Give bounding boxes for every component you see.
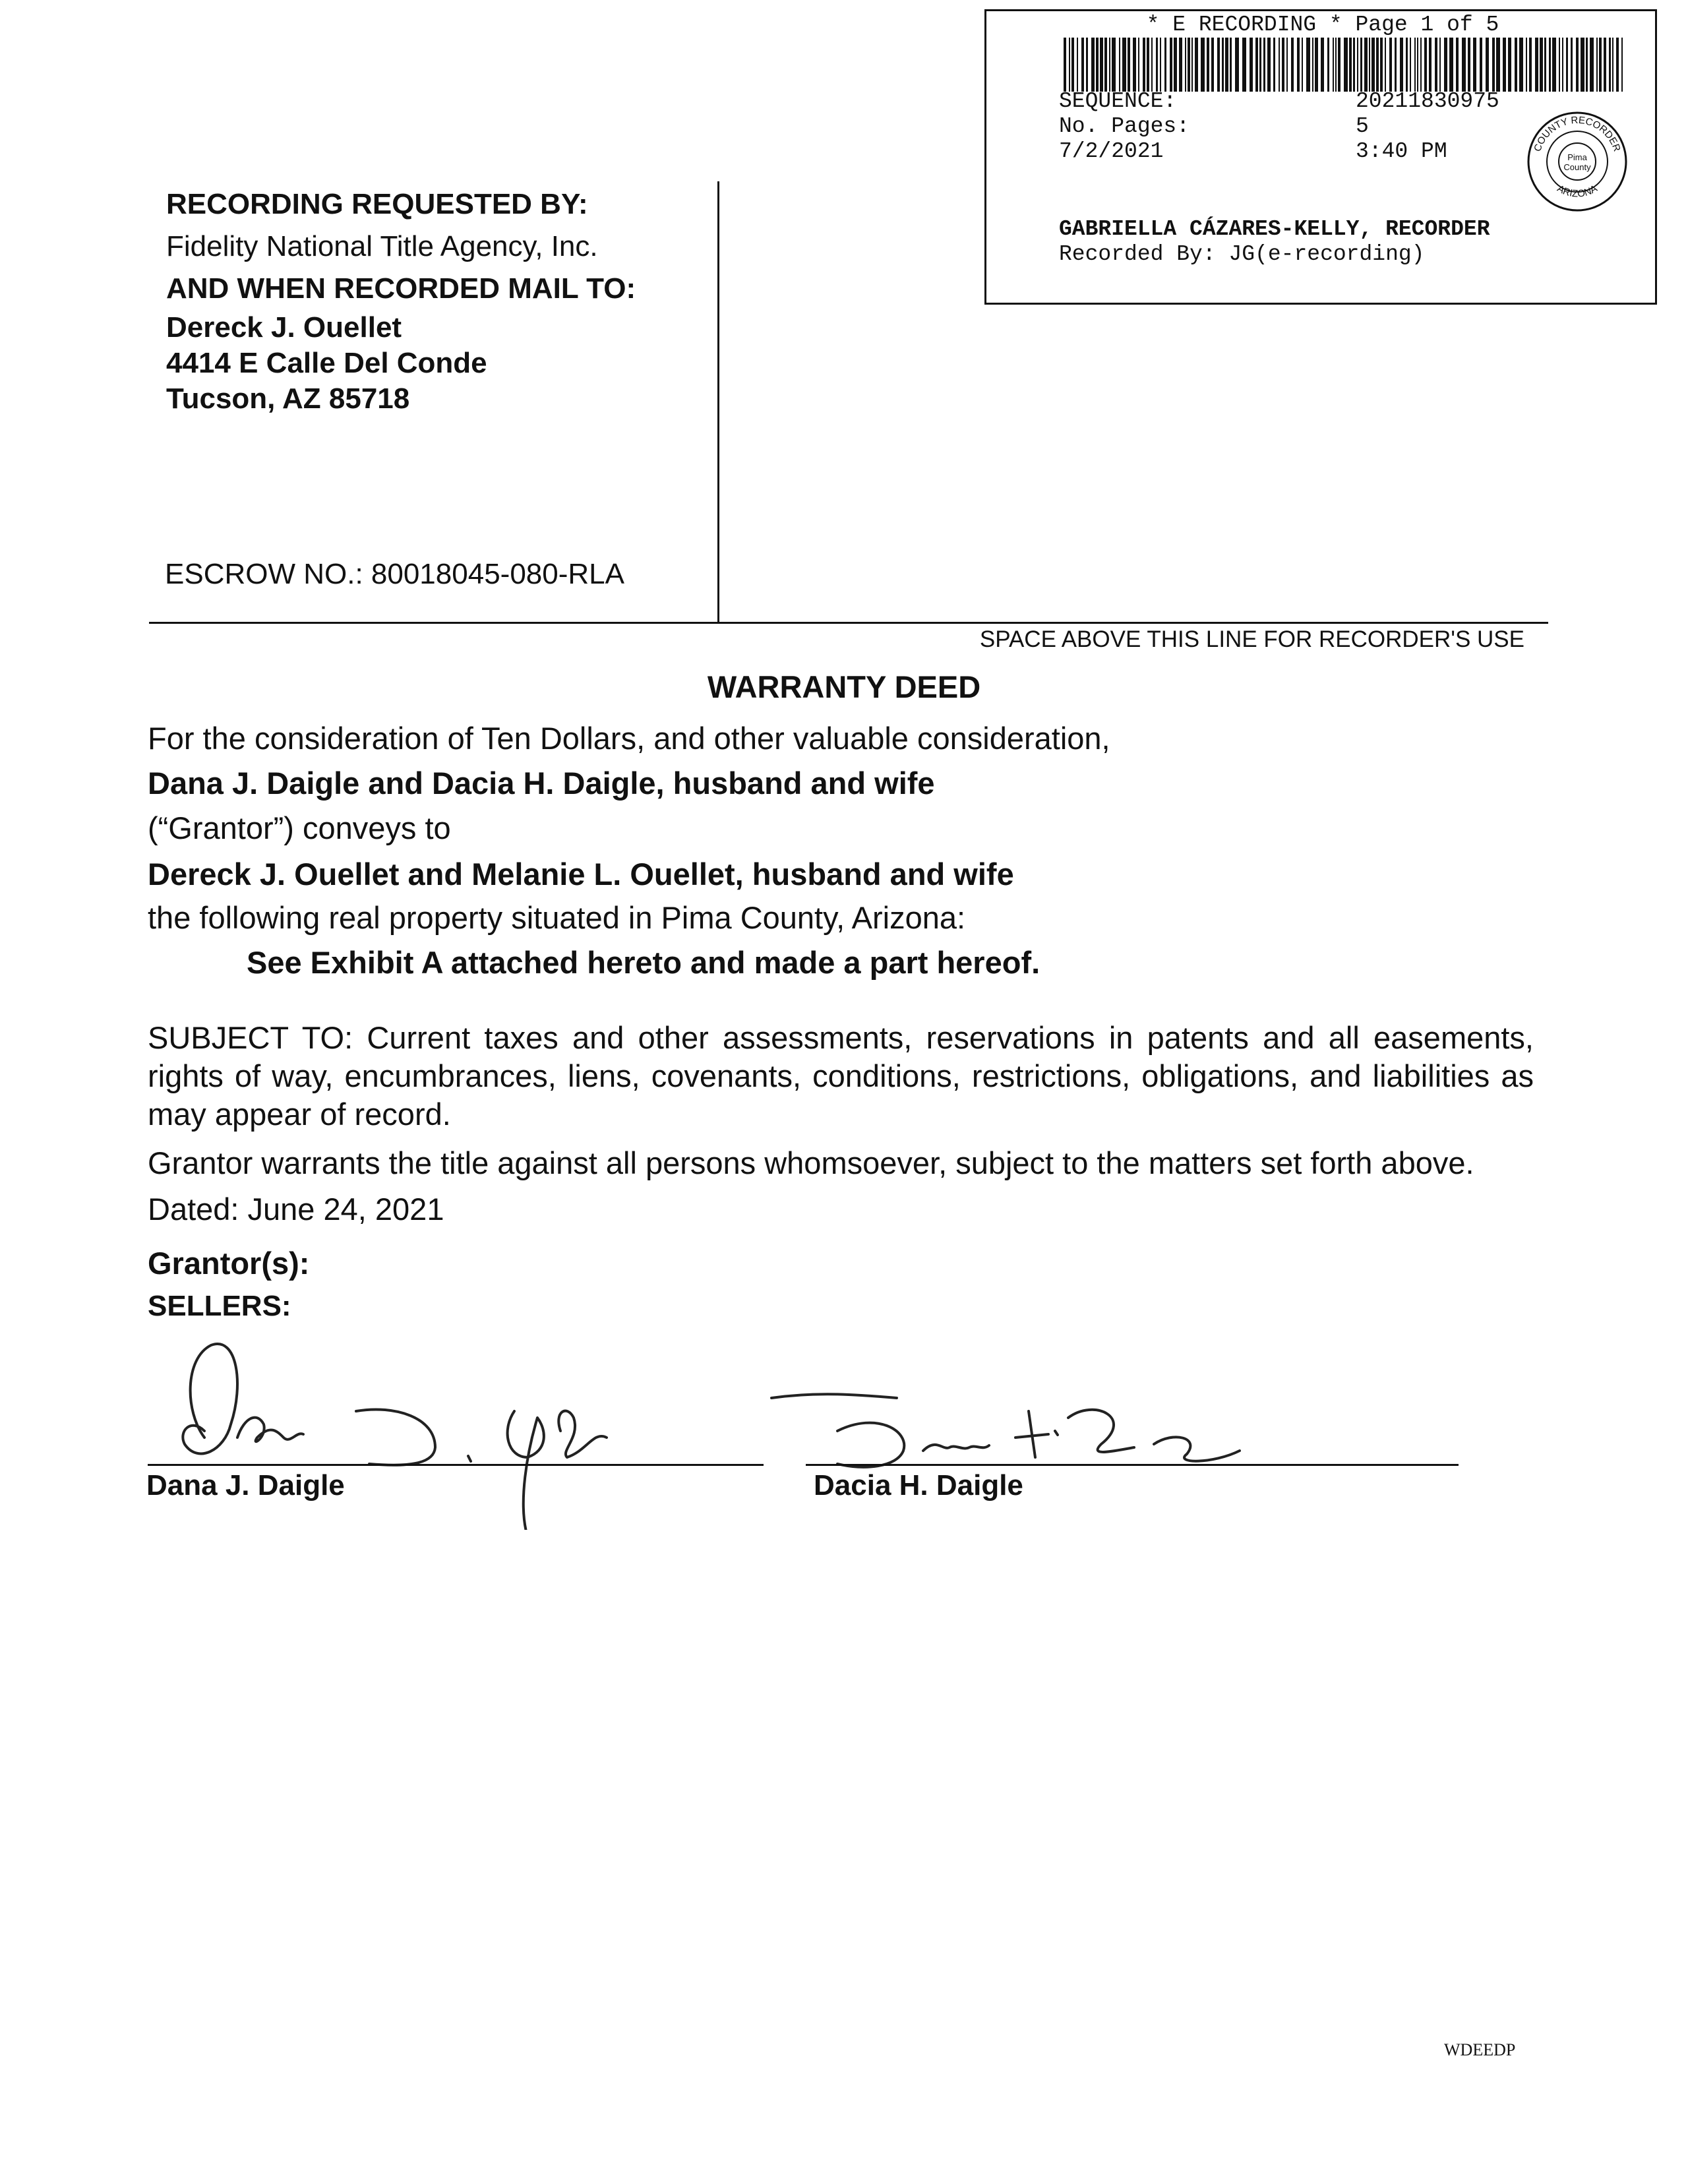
mailing-block	[166, 183, 636, 417]
sequence-row	[1059, 89, 1499, 114]
signer-left-name: Dana J. Daigle	[146, 1469, 345, 1502]
recorded-by: Recorded By: JG(e-recording)	[1059, 242, 1425, 266]
requested-by-label: RECORDING REQUESTED BY:	[166, 188, 588, 220]
pages-row	[1059, 114, 1369, 139]
property-text: the following real property situated in Pima County, Arizona:	[148, 900, 966, 935]
pages-value: 5	[1356, 114, 1369, 138]
warrants-text: Grantor warrants the title against all persons whomsoever, subject to the matters set forth above.	[148, 1145, 1474, 1180]
svg-text:County: County	[1563, 162, 1591, 172]
date-row	[1059, 139, 1447, 164]
space-above-note: SPACE ABOVE THIS LINE FOR RECORDER'S USE	[979, 626, 1524, 652]
dated-text: Dated: June 24, 2021	[148, 1192, 444, 1227]
signature-line-left	[148, 1464, 764, 1466]
deed-title: WARRANTY DEED	[707, 669, 981, 704]
signature-line-right	[806, 1464, 1459, 1466]
conveys-text: (“Grantor”) conveys to	[148, 810, 451, 845]
recorder-name: GABRIELLA CÁZARES-KELLY, RECORDER	[1059, 217, 1490, 241]
svg-text:ARIZONA: ARIZONA	[1555, 183, 1600, 200]
grantee-names: Dereck J. Ouellet and Melanie L. Ouellet, husband and wife	[148, 857, 1014, 892]
stamp-title: * E RECORDING * Page 1 of 5	[1146, 13, 1499, 37]
form-code: WDEEDP	[1444, 2040, 1516, 2059]
signer-right-name: Dacia H. Daigle	[814, 1469, 1023, 1502]
vertical-divider	[717, 181, 719, 623]
subject-to-text: SUBJECT TO: Current taxes and other assessments, reservations in patents and all easements, rights of way, encumbrances, liens, covenants, conditions, restrictions, obligations, and liabilities as may appear of record.	[148, 1020, 1534, 1132]
exhibit-text: See Exhibit A attached hereto and made a part hereof.	[247, 945, 1040, 980]
barcode	[1064, 38, 1623, 92]
grantors-label: Grantor(s):	[148, 1246, 310, 1281]
record-date: 7/2/2021	[1059, 139, 1164, 164]
sequence-label: SEQUENCE:	[1059, 89, 1177, 113]
svg-text:Pima: Pima	[1567, 152, 1587, 162]
svg-text:COUNTY RECORDER: COUNTY RECORDER	[1532, 114, 1623, 154]
sellers-label: SELLERS:	[148, 1290, 291, 1322]
recorder-use-line	[149, 622, 1548, 624]
mail-to-name: Dereck J. Ouellet	[166, 311, 402, 344]
mail-to-city: Tucson, AZ 85718	[166, 382, 410, 415]
requested-by-value: Fidelity National Title Agency, Inc.	[166, 230, 598, 262]
mail-to-label: AND WHEN RECORDED MAIL TO:	[166, 272, 636, 305]
pages-label: No. Pages:	[1059, 114, 1190, 138]
recorder-stamp	[984, 9, 1657, 305]
mail-to-street: 4414 E Calle Del Conde	[166, 347, 487, 379]
county-seal-icon	[1524, 109, 1630, 214]
record-time: 3:40 PM	[1356, 139, 1447, 164]
escrow-number: ESCROW NO.: 80018045-080-RLA	[165, 558, 624, 590]
sequence-value: 20211830975	[1356, 89, 1499, 113]
grantor-names: Dana J. Daigle and Dacia H. Daigle, husband and wife	[148, 766, 935, 801]
consideration-text: For the consideration of Ten Dollars, and other valuable consideration,	[148, 721, 1110, 756]
